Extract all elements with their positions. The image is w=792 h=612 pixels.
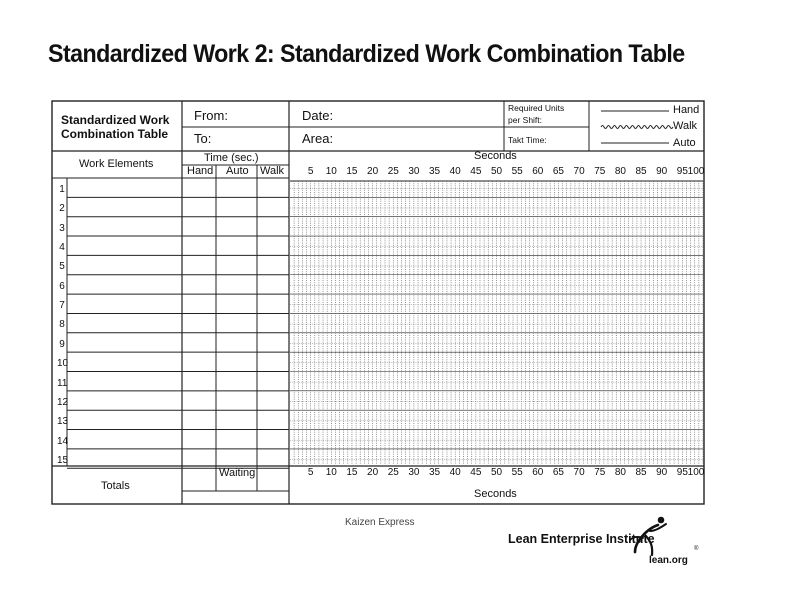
tick-top-70: 70 (573, 166, 585, 177)
tick-bottom-50: 50 (490, 467, 503, 478)
legend-hand-label: Hand (673, 104, 700, 116)
col-auto-label: Auto (226, 165, 249, 177)
tick-top-50: 50 (490, 166, 503, 177)
tick-bottom-5: 5 (307, 467, 314, 478)
tick-bottom-70: 70 (573, 467, 585, 478)
tick-top-10: 10 (325, 166, 337, 177)
tick-top-60: 60 (532, 166, 544, 177)
row-number-6: 6 (59, 280, 65, 292)
tick-top-5: 5 (307, 166, 314, 177)
area-label: Area: (302, 131, 334, 146)
tick-bottom-20: 20 (367, 467, 379, 478)
seconds-label-bottom: Seconds (474, 488, 517, 500)
tick-top-95: 95 (676, 166, 688, 177)
row-number-4: 4 (59, 242, 65, 254)
tick-top-80: 80 (614, 166, 626, 177)
from-label: From: (194, 108, 228, 123)
to-label: To: (194, 131, 212, 146)
org-name: Lean Enterprise Institute (508, 532, 655, 546)
tick-bottom-80: 80 (614, 467, 626, 478)
row-number-10: 10 (57, 358, 69, 370)
required-units-line2: per Shift: (508, 115, 543, 125)
legend-auto-label: Auto (673, 137, 696, 149)
page-title: Standardized Work 2: Standardized Work Combination Table (48, 40, 685, 68)
row-number-13: 13 (57, 416, 69, 428)
row-number-14: 14 (57, 435, 69, 447)
org-url: lean.org (649, 555, 688, 566)
row-number-15: 15 (57, 454, 69, 466)
tick-bottom-100: 100 (687, 467, 705, 478)
required-units-line1: Required Units (508, 103, 565, 113)
tick-top-30: 30 (408, 166, 420, 177)
row-number-9: 9 (59, 338, 65, 350)
tick-top-100: 100 (687, 166, 705, 177)
tick-bottom-10: 10 (325, 467, 337, 478)
tick-bottom-65: 65 (552, 467, 564, 478)
row-number-11: 11 (57, 377, 68, 389)
tick-top-25: 25 (387, 166, 399, 177)
tick-top-75: 75 (594, 166, 606, 177)
tick-bottom-35: 35 (428, 467, 441, 478)
seconds-label-top: Seconds (474, 150, 517, 162)
row-number-8: 8 (59, 319, 65, 331)
tick-bottom-40: 40 (449, 467, 461, 478)
row-number-12: 12 (57, 396, 69, 408)
tick-bottom-30: 30 (408, 467, 420, 478)
registered-mark: ® (694, 546, 699, 552)
tick-top-15: 15 (346, 166, 358, 177)
row-number-5: 5 (59, 261, 65, 273)
work-elements-label: Work Elements (79, 158, 154, 170)
row-number-1: 1 (59, 184, 65, 195)
tick-top-85: 85 (635, 166, 647, 177)
tick-bottom-90: 90 (656, 467, 668, 478)
box-title-line1: Standardized Work (61, 113, 170, 127)
tick-top-40: 40 (449, 166, 461, 177)
legend-walk-wave (601, 126, 673, 129)
tick-bottom-85: 85 (635, 467, 647, 478)
tick-bottom-45: 45 (470, 467, 482, 478)
tick-bottom-95: 95 (676, 467, 688, 478)
tick-bottom-55: 55 (511, 467, 523, 478)
col-walk-label: Walk (260, 165, 285, 177)
totals-label: Totals (101, 480, 130, 492)
box-title-line2: Combination Table (61, 127, 169, 141)
row-number-2: 2 (59, 203, 65, 215)
tick-top-55: 55 (511, 166, 523, 177)
tick-top-45: 45 (470, 166, 482, 177)
tick-bottom-25: 25 (387, 467, 399, 478)
tick-bottom-60: 60 (532, 467, 544, 478)
tick-top-90: 90 (656, 166, 668, 177)
col-hand-label: Hand (187, 165, 214, 177)
tick-bottom-15: 15 (346, 467, 358, 478)
row-number-3: 3 (59, 222, 65, 234)
tick-top-20: 20 (367, 166, 379, 177)
waiting-label: Waiting (219, 467, 256, 479)
tick-top-65: 65 (552, 166, 564, 177)
date-label: Date: (302, 108, 334, 123)
row-number-7: 7 (59, 300, 65, 312)
publisher-note: Kaizen Express (345, 517, 415, 528)
tick-top-35: 35 (428, 166, 441, 177)
time-label: Time (sec.) (204, 152, 259, 164)
tick-bottom-75: 75 (594, 467, 606, 478)
takt-time-label: Takt Time: (508, 135, 547, 145)
legend-walk-label: Walk (673, 120, 698, 132)
